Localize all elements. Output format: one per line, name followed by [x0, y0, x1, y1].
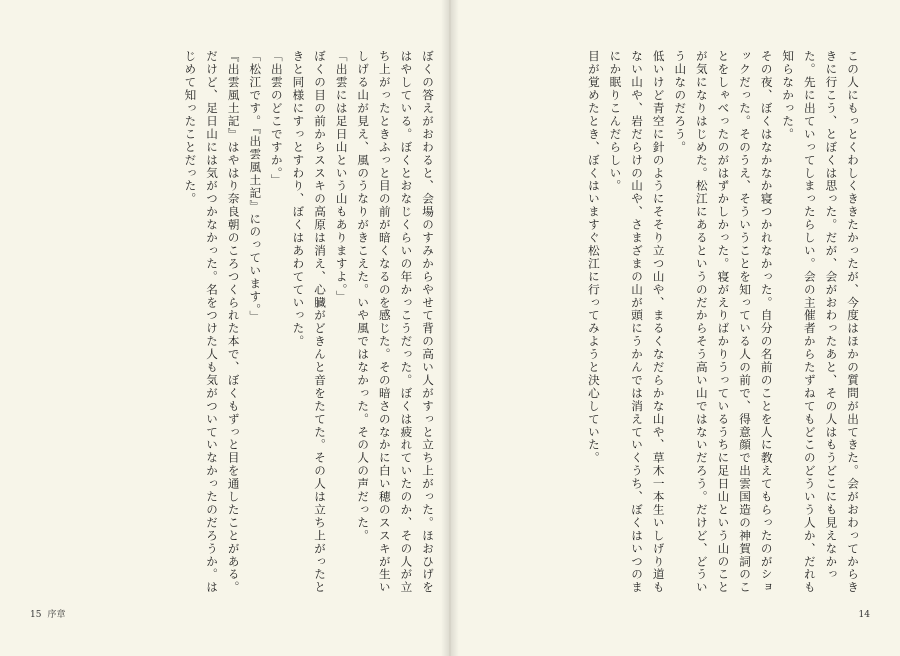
page-number: 15	[30, 610, 42, 620]
right-page-text	[467, 50, 863, 598]
paragraph: この人にもっとくわしくききたかったが、今度はほかの質問が出てきた。会がおわってからききに行こう、とぼくは思った。だが、会がおわったあと、その人はもうどこにも見えなかった。先に出ていってしまったらしい。会の主催者からたずねてもどこのどういう人か、だれも知らなかった。	[781, 50, 860, 594]
paragraph: 「出雲には足日山という山もありますよ。」	[334, 50, 349, 304]
left-folio	[30, 607, 65, 620]
page-number: 14	[858, 610, 870, 620]
paragraph: 「松江です。『出雲風土記』にのっています。」	[248, 50, 263, 324]
paragraph: 目が覚めたとき、ぼくはいますぐ松江に行ってみようと決心していた。	[586, 50, 601, 465]
paragraph: ぼくの答えがおわると、会場のすみからやせて背の高い人がすっと立ち上がった。ほおひげをはやしている。ぼくとおなじくらいの年かっこうだった。ぼくは疲れていたのか、その人が立ち上がったときふっと目の前が暗くなるのを感じた。その暗さのなかに白い穂のススキが生いしげる山が見え、風のうなりがきこえた。いや風ではなかった。その人の声だった。	[356, 50, 435, 594]
paragraph: 低いけど青空に針のようにそそり立つ山や、まるくなだらかな山や、草木一本生いしげり道もない山や、岩だらけの山や、さまざまの山が頭にうかんでは消えていくうち、ぼくはいつのまにか眠りこんだらしい。	[608, 50, 666, 594]
right-folio	[859, 610, 870, 620]
paragraph: ぼくの目の前からススキの高原は消え、心臓がどきんと音をたてた。その人は立ち上がったときと同様にすっとすわり、ぼくはあわてていった。	[291, 50, 328, 594]
left-page	[0, 0, 449, 656]
paragraph: その夜、ぼくはなかなか寝つかれなかった。自分の名前のことを人に教えてもらったのがショックだった。そのうえ、そういうことを知っている人の前で、得意顔で出雲国造の神賀詞のことをしゃべったのがはずかしかった。寝がえりばかりうっているうちに足日山という山のことが気になりはじめた。松江にあるというのだからそう高い山ではないだろう。だけど、どういう山なのだろう。	[673, 50, 774, 594]
left-page-text	[42, 50, 438, 598]
paragraph: 「出雲のどこですか。」	[269, 50, 284, 187]
right-page	[451, 0, 900, 656]
paragraph: 『出雲風土記』はやはり奈良朝のころつくられた本で、ぼくもずっと目を通したことがある。だけど、足日山には気がつかなかった。名をつけた人も気がついていなかったのだろうか。はじめて知ったことだった。	[183, 50, 241, 594]
running-head: 序章	[47, 610, 66, 620]
